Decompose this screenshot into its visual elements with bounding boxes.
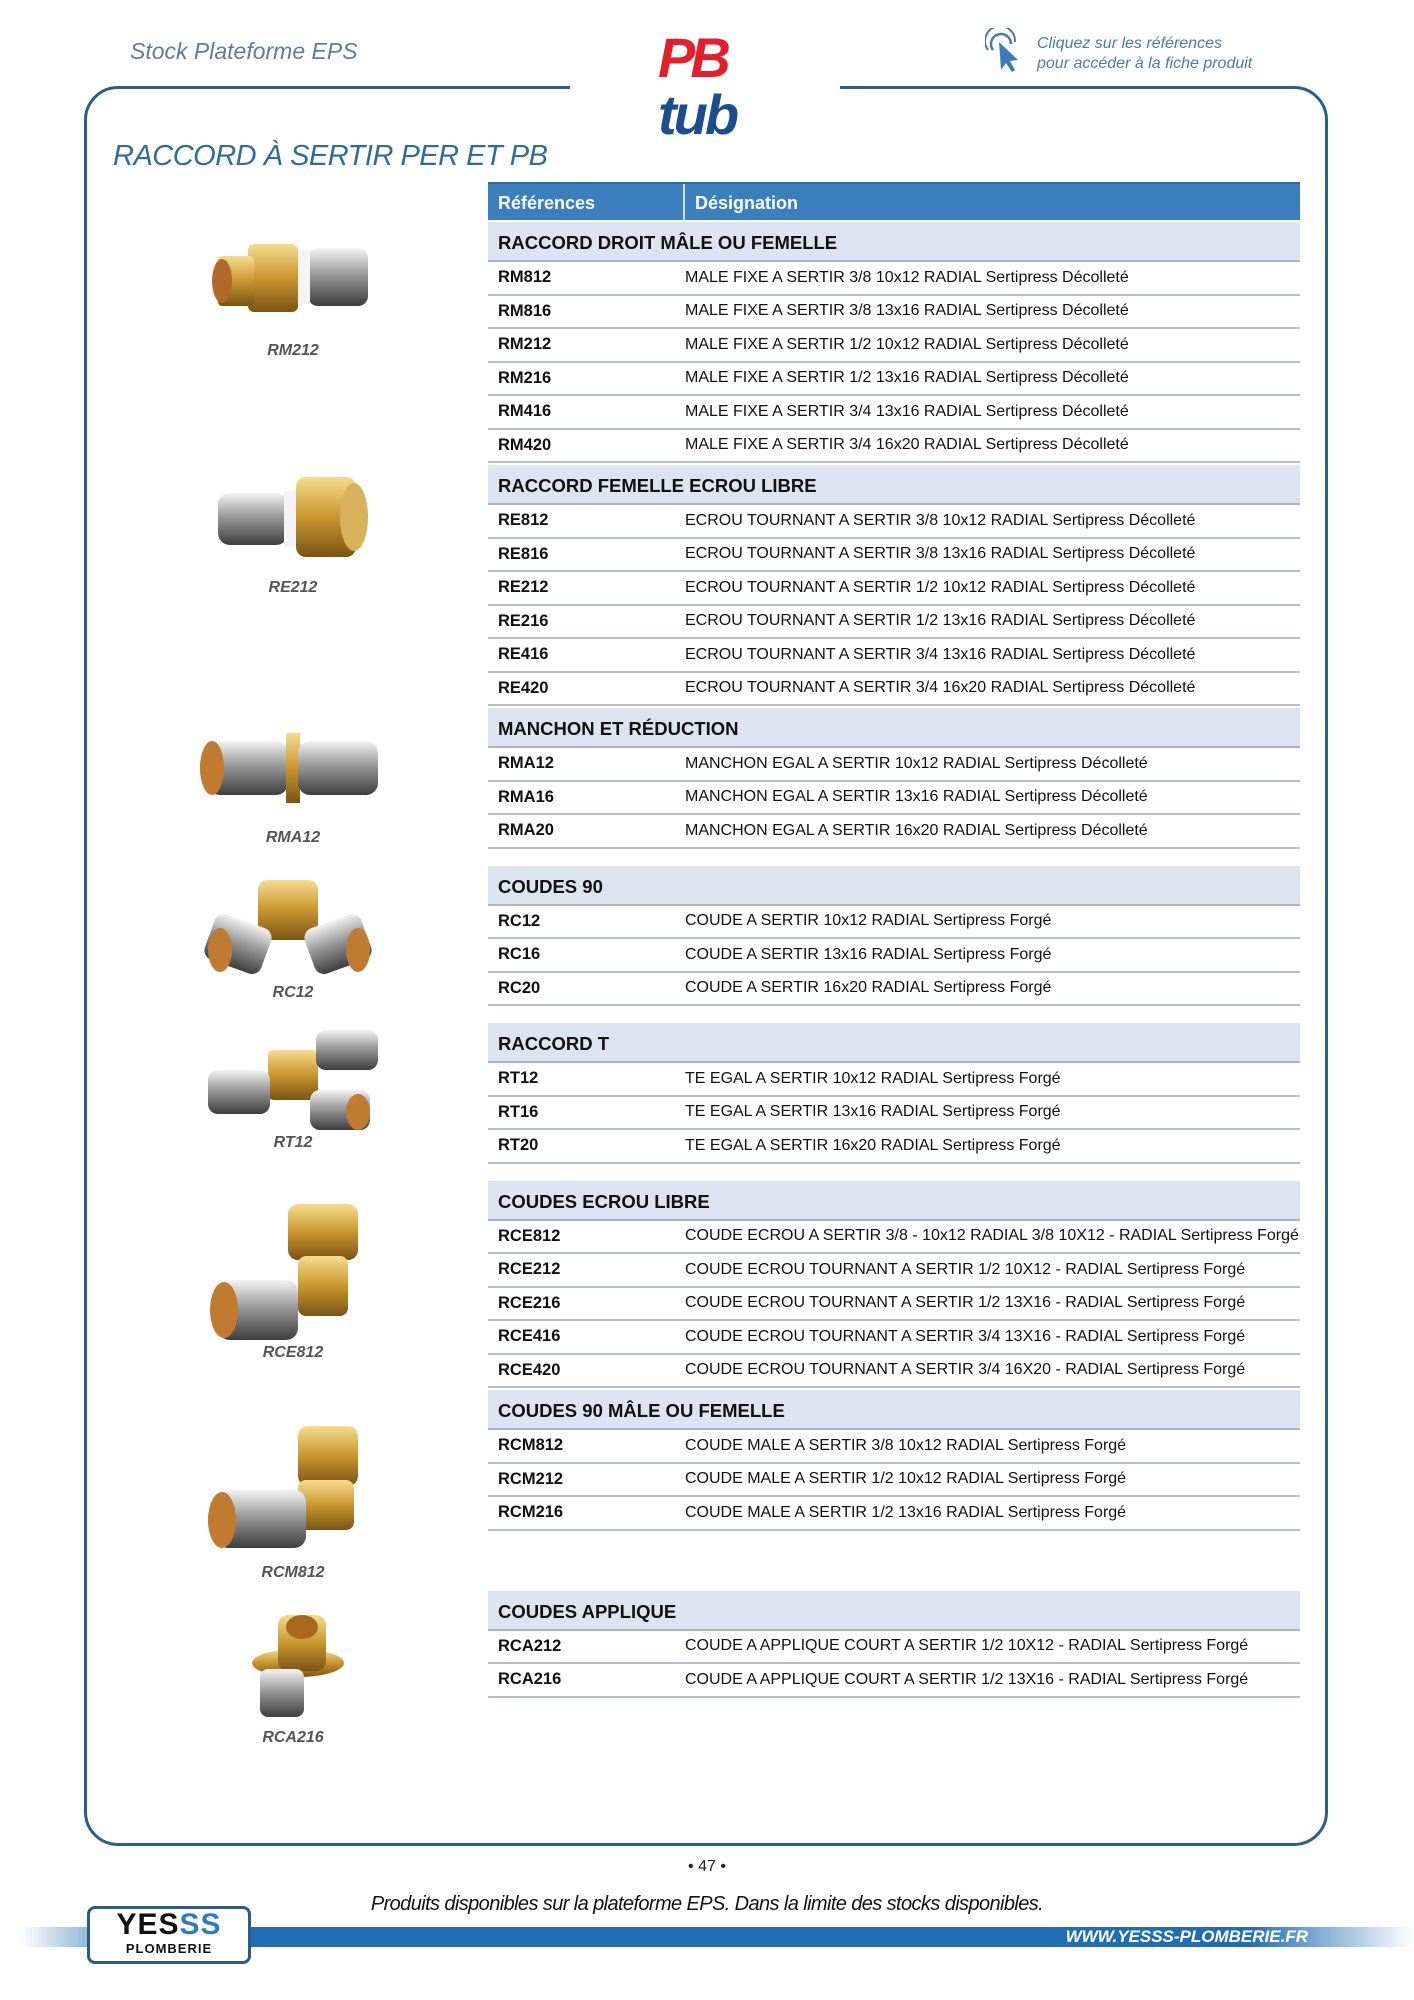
product-designation: ECROU TOURNANT A SERTIR 3/4 13x16 RADIAL Sertipress Décolleté xyxy=(685,645,1196,663)
product-reference-link[interactable]: RCA212 xyxy=(498,1636,562,1655)
table-header xyxy=(488,182,1300,220)
product-reference-link[interactable]: RCM212 xyxy=(498,1469,564,1488)
table-row[interactable] xyxy=(488,782,1300,816)
product-designation: COUDE MALE A SERTIR 1/2 10x12 RADIAL Sertipress Forgé xyxy=(685,1470,1127,1488)
stock-platform-label: Stock Plateforme EPS xyxy=(130,38,358,64)
product-designation: ECROU TOURNANT A SERTIR 1/2 13x16 RADIAL Sertipress Décolleté xyxy=(685,612,1196,630)
product-reference-link[interactable]: RMA12 xyxy=(498,754,554,773)
table-row[interactable] xyxy=(488,673,1300,707)
product-reference-link[interactable]: RCM812 xyxy=(498,1436,564,1455)
product-designation: ECROU TOURNANT A SERTIR 1/2 10x12 RADIAL Sertipress Décolleté xyxy=(685,578,1196,596)
product-reference-link[interactable]: RM420 xyxy=(498,435,552,454)
section-title: RACCORD T xyxy=(488,1023,1300,1063)
product-designation: TE EGAL A SERTIR 16x20 RADIAL Sertipress Forgé xyxy=(685,1136,1061,1154)
product-designation: COUDE A SERTIR 13x16 RADIAL Sertipress Forgé xyxy=(685,945,1052,963)
product-reference-link[interactable]: RM216 xyxy=(498,368,552,387)
product-designation: TE EGAL A SERTIR 13x16 RADIAL Sertipress Forgé xyxy=(685,1103,1061,1121)
product-image-rc12 xyxy=(193,870,393,1002)
product-reference-link[interactable]: RMA20 xyxy=(498,821,554,840)
section-title: RACCORD DROIT MÂLE OU FEMELLE xyxy=(488,222,1300,262)
table-row[interactable] xyxy=(488,1288,1300,1322)
logo-tub: tub xyxy=(658,83,737,146)
product-reference-link[interactable]: RM416 xyxy=(498,402,552,421)
product-designation: MALE FIXE A SERTIR 3/4 13x16 RADIAL Sertipress Décolleté xyxy=(685,402,1129,420)
product-image-label: RC12 xyxy=(272,984,314,1001)
table-row[interactable] xyxy=(488,973,1300,1007)
product-image-rma12 xyxy=(193,715,393,847)
product-reference-link[interactable]: RT20 xyxy=(498,1136,539,1155)
product-image-label: RCM812 xyxy=(261,1564,325,1581)
website-link[interactable]: WWW.YESSS-PLOMBERIE.FR xyxy=(1065,1927,1308,1946)
logo-pb: PB xyxy=(658,26,726,89)
section-title: COUDES 90 MÂLE OU FEMELLE xyxy=(488,1390,1300,1430)
product-designation: ECROU TOURNANT A SERTIR 3/8 10x12 RADIAL Sertipress Décolleté xyxy=(685,511,1196,529)
page-number: • 47 • xyxy=(688,1858,726,1875)
product-reference-link[interactable]: RCE416 xyxy=(498,1327,561,1346)
product-reference-link[interactable]: RCE420 xyxy=(498,1360,561,1379)
table-row[interactable] xyxy=(488,1097,1300,1131)
section-title: RACCORD FEMELLE ECROU LIBRE xyxy=(488,465,1300,505)
table-row[interactable] xyxy=(488,296,1300,330)
table-row[interactable] xyxy=(488,1063,1300,1097)
product-reference-link[interactable]: RCE216 xyxy=(498,1293,561,1312)
product-designation: COUDE ECROU TOURNANT A SERTIR 1/2 10X12 - RADIAL Sertipress Forgé xyxy=(685,1260,1246,1278)
table-row[interactable] xyxy=(488,815,1300,849)
product-table xyxy=(488,182,1300,1698)
table-row[interactable] xyxy=(488,572,1300,606)
table-row[interactable] xyxy=(488,1355,1300,1389)
product-designation: MALE FIXE A SERTIR 1/2 10x12 RADIAL Sertipress Décolleté xyxy=(685,335,1129,353)
pbtub-logo xyxy=(652,26,762,146)
table-row[interactable] xyxy=(488,539,1300,573)
product-reference-link[interactable]: RCE212 xyxy=(498,1260,561,1279)
product-image-label: RCA216 xyxy=(262,1729,324,1746)
table-row[interactable] xyxy=(488,1631,1300,1665)
brand-a: YES xyxy=(116,1908,180,1941)
product-image-rce812 xyxy=(193,1200,393,1362)
table-row[interactable] xyxy=(488,430,1300,464)
product-designation: MANCHON EGAL A SERTIR 13x16 RADIAL Sertipress Décolleté xyxy=(685,788,1148,806)
table-row[interactable] xyxy=(488,748,1300,782)
product-designation: COUDE A SERTIR 10x12 RADIAL Sertipress Forgé xyxy=(685,912,1052,930)
product-image-rcm812 xyxy=(193,1420,393,1582)
product-image-label: RE212 xyxy=(268,579,318,596)
section-title: MANCHON ET RÉDUCTION xyxy=(488,708,1300,748)
product-image-rm212 xyxy=(193,228,393,360)
product-designation: TE EGAL A SERTIR 10x12 RADIAL Sertipress Forgé xyxy=(685,1069,1061,1087)
fitting-elbow-icon xyxy=(198,870,388,980)
product-reference-link[interactable]: RE216 xyxy=(498,611,549,630)
product-designation: COUDE ECROU TOURNANT A SERTIR 3/4 13X16 - RADIAL Sertipress Forgé xyxy=(685,1327,1246,1345)
product-image-label: RT12 xyxy=(273,1134,313,1151)
product-reference-link[interactable]: RC20 xyxy=(498,978,541,997)
table-row[interactable] xyxy=(488,505,1300,539)
hint-line-1: Cliquez sur les références xyxy=(1037,35,1222,52)
product-image-label: RCE812 xyxy=(262,1344,324,1361)
product-reference-link[interactable]: RCE812 xyxy=(498,1226,561,1245)
table-row[interactable] xyxy=(488,1430,1300,1464)
click-hint xyxy=(985,28,1252,74)
fitting-wall-elbow-icon xyxy=(198,1605,388,1725)
product-reference-link[interactable]: RM812 xyxy=(498,268,552,287)
click-pointer-icon xyxy=(985,28,1025,74)
product-reference-link[interactable]: RM816 xyxy=(498,301,552,320)
product-reference-link[interactable]: RE812 xyxy=(498,511,549,530)
product-designation: MALE FIXE A SERTIR 3/8 10x12 RADIAL Sertipress Décolleté xyxy=(685,268,1129,286)
brand-b: SS xyxy=(179,1908,222,1941)
product-reference-link[interactable]: RE420 xyxy=(498,678,549,697)
fitting-straight-male-icon xyxy=(198,228,388,338)
product-designation: COUDE A APPLIQUE COURT A SERTIR 1/2 10X12 - RADIAL Sertipress Forgé xyxy=(685,1637,1249,1655)
product-reference-link[interactable]: RT16 xyxy=(498,1102,539,1121)
fitting-coupling-icon xyxy=(198,715,388,825)
product-designation: MALE FIXE A SERTIR 3/8 13x16 RADIAL Sertipress Décolleté xyxy=(685,302,1129,320)
section-title: COUDES 90 xyxy=(488,866,1300,906)
table-row[interactable] xyxy=(488,1321,1300,1355)
product-reference-link[interactable]: RE416 xyxy=(498,645,549,664)
brand-sub: PLOMBERIE xyxy=(125,1941,213,1956)
product-designation: ECROU TOURNANT A SERTIR 3/8 13x16 RADIAL Sertipress Décolleté xyxy=(685,545,1196,563)
product-designation: COUDE MALE A SERTIR 3/8 10x12 RADIAL Sertipress Forgé xyxy=(685,1436,1127,1454)
fitting-elbow-male-icon xyxy=(198,1420,388,1560)
table-row[interactable] xyxy=(488,1130,1300,1164)
yesss-logo xyxy=(87,1906,251,1964)
product-reference-link[interactable]: RC16 xyxy=(498,945,541,964)
table-row[interactable] xyxy=(488,606,1300,640)
product-reference-link[interactable]: RC12 xyxy=(498,911,541,930)
product-designation: MANCHON EGAL A SERTIR 16x20 RADIAL Sertipress Décolleté xyxy=(685,821,1148,839)
table-row[interactable] xyxy=(488,396,1300,430)
product-designation: MALE FIXE A SERTIR 1/2 13x16 RADIAL Sertipress Décolleté xyxy=(685,369,1129,387)
product-designation: COUDE ECROU TOURNANT A SERTIR 1/2 13X16 - RADIAL Sertipress Forgé xyxy=(685,1294,1246,1312)
fitting-tee-icon xyxy=(198,1020,388,1130)
product-designation: MALE FIXE A SERTIR 3/4 16x20 RADIAL Sertipress Décolleté xyxy=(685,436,1129,454)
table-row[interactable] xyxy=(488,1254,1300,1288)
table-row[interactable] xyxy=(488,1464,1300,1498)
product-image-re212 xyxy=(193,465,393,597)
product-designation: COUDE ECROU TOURNANT A SERTIR 3/4 16X20 - RADIAL Sertipress Forgé xyxy=(685,1361,1246,1379)
product-reference-link[interactable]: RE816 xyxy=(498,544,549,563)
product-designation: COUDE A SERTIR 16x20 RADIAL Sertipress Forgé xyxy=(685,979,1052,997)
col-designation: Désignation xyxy=(695,193,799,213)
table-row[interactable] xyxy=(488,906,1300,940)
table-row[interactable] xyxy=(488,363,1300,397)
table-row[interactable] xyxy=(488,262,1300,296)
availability-note: Produits disponibles sur la plateforme EPS. Dans la limite des stocks disponibles. xyxy=(370,1893,1044,1915)
col-references: Références xyxy=(488,184,685,220)
product-image-rca216 xyxy=(193,1605,393,1747)
product-designation: ECROU TOURNANT A SERTIR 3/4 16x20 RADIAL Sertipress Décolleté xyxy=(685,679,1196,697)
product-reference-link[interactable]: RE212 xyxy=(498,578,549,597)
table-row[interactable] xyxy=(488,1664,1300,1698)
section-title: COUDES APPLIQUE xyxy=(488,1591,1300,1631)
product-reference-link[interactable]: RT12 xyxy=(498,1069,539,1088)
fitting-straight-nut-icon xyxy=(198,465,388,575)
product-designation: COUDE MALE A SERTIR 1/2 13x16 RADIAL Sertipress Forgé xyxy=(685,1503,1127,1521)
table-row[interactable] xyxy=(488,1497,1300,1531)
table-row[interactable] xyxy=(488,639,1300,673)
fitting-elbow-nut-icon xyxy=(198,1200,388,1340)
product-reference-link[interactable]: RM212 xyxy=(498,335,552,354)
product-image-label: RM212 xyxy=(267,342,319,359)
product-reference-link[interactable]: RCM216 xyxy=(498,1503,564,1522)
product-designation: MANCHON EGAL A SERTIR 10x12 RADIAL Sertipress Décolleté xyxy=(685,754,1148,772)
product-designation: COUDE A APPLIQUE COURT A SERTIR 1/2 13X16 - RADIAL Sertipress Forgé xyxy=(685,1670,1249,1688)
table-row[interactable] xyxy=(488,1221,1300,1255)
product-image-rt12 xyxy=(193,1020,393,1152)
section-title: COUDES ECROU LIBRE xyxy=(488,1181,1300,1221)
product-reference-link[interactable]: RCA216 xyxy=(498,1670,562,1689)
product-image-label: RMA12 xyxy=(265,829,321,846)
page-title: RACCORD À SERTIR PER ET PB xyxy=(113,140,548,172)
hint-line-2: pour accéder à la fiche produit xyxy=(1037,55,1253,72)
product-reference-link[interactable]: RMA16 xyxy=(498,787,554,806)
product-designation: COUDE ECROU A SERTIR 3/8 - 10x12 RADIAL 3/8 10X12 - RADIAL Sertipress Forgé xyxy=(685,1227,1299,1245)
table-row[interactable] xyxy=(488,939,1300,973)
table-row[interactable] xyxy=(488,329,1300,363)
